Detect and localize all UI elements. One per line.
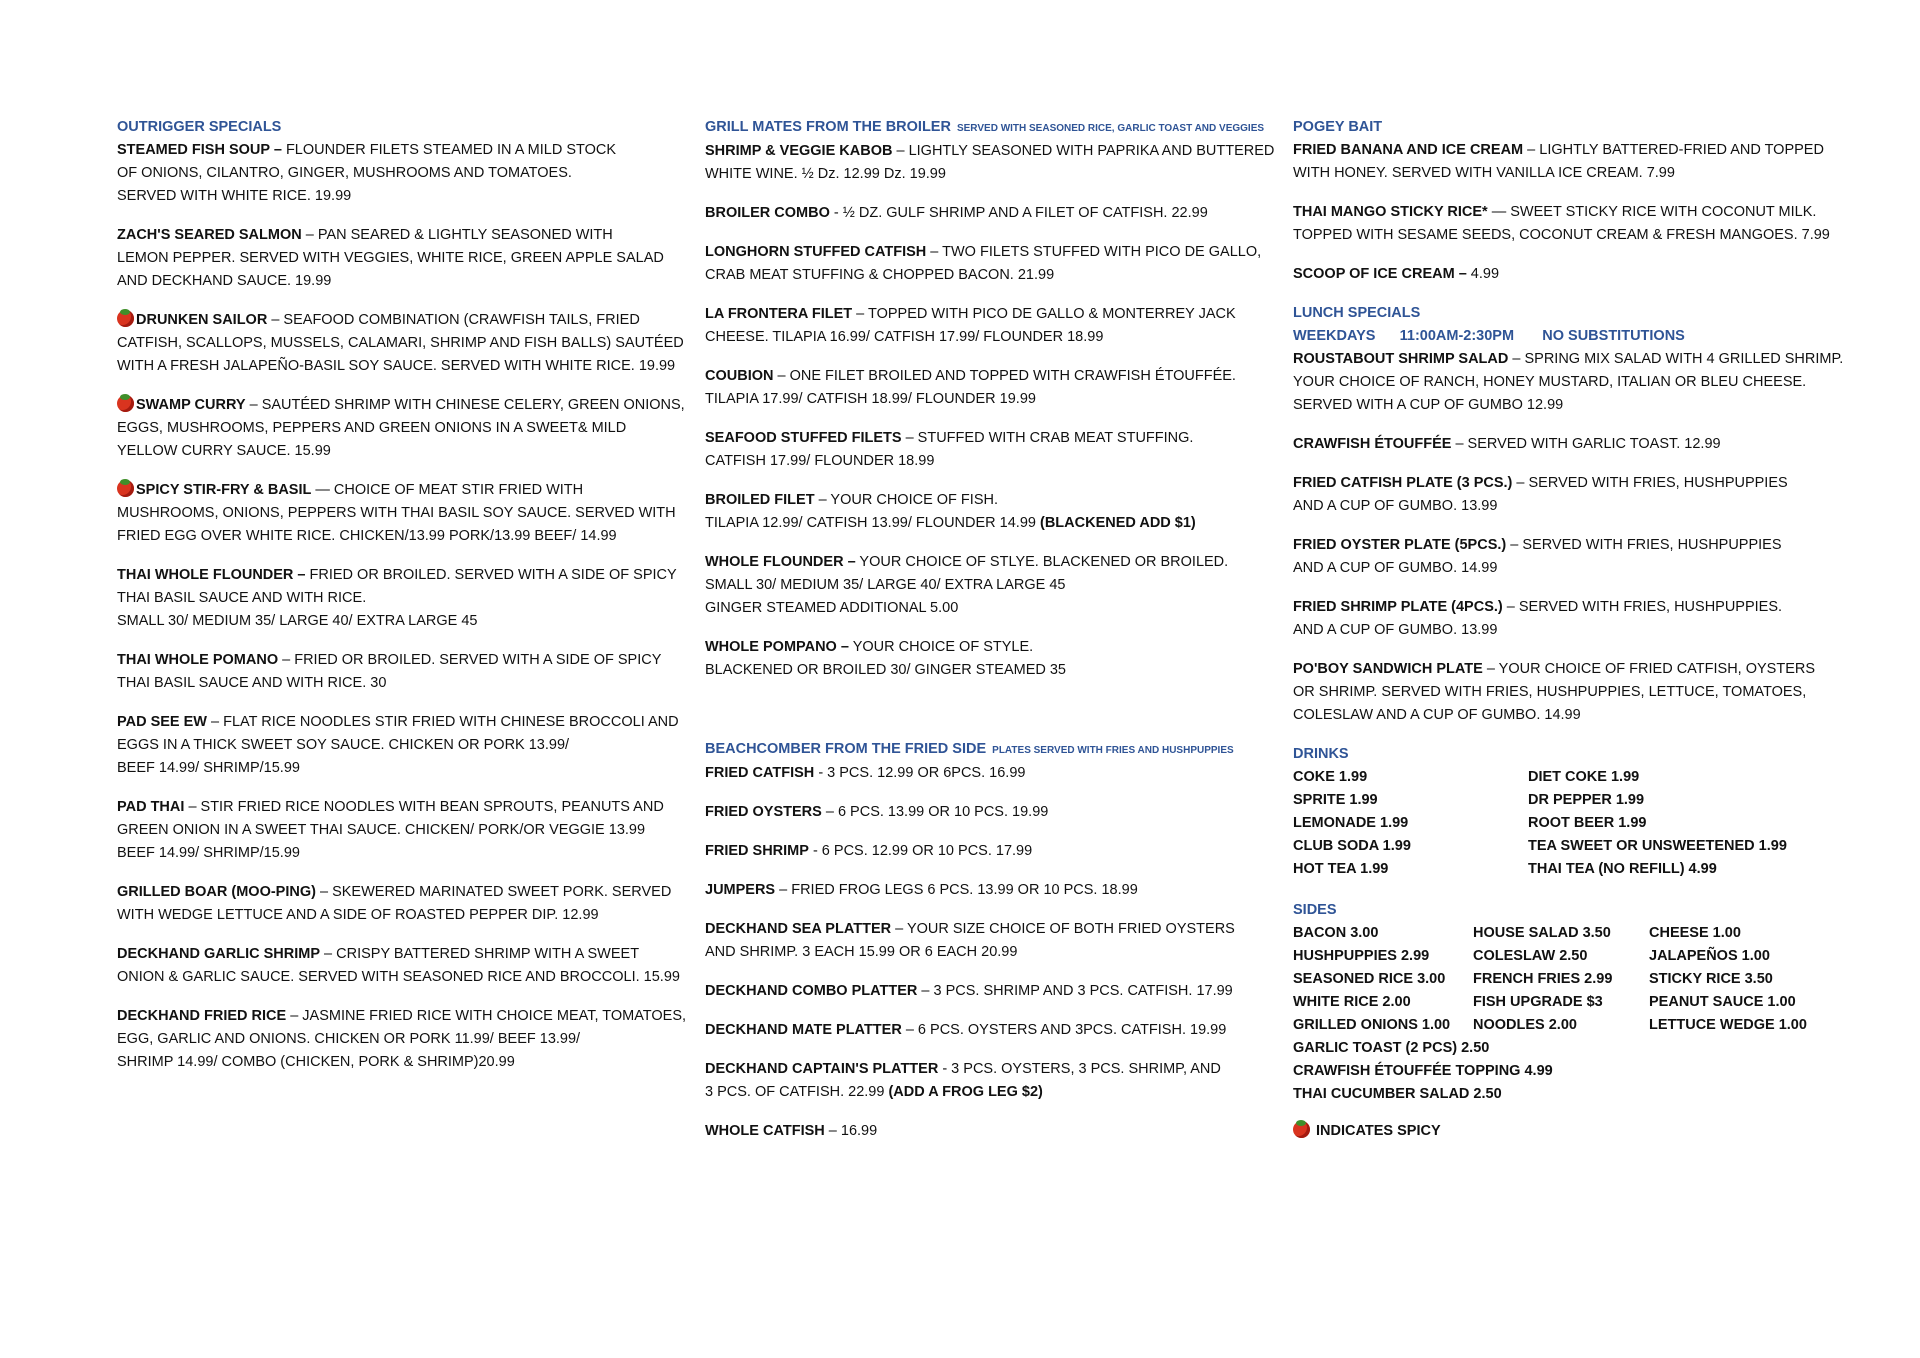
menu-item-line [705, 512, 1265, 535]
menu-item-text: BLACKENED OR BROILED 30/ GINGER STEAMED 35 [705, 662, 1066, 678]
menu-item-text: 3 PCS. OF CATFISH. 22.99 [705, 1084, 885, 1100]
chili-pepper-icon [1293, 1121, 1310, 1138]
menu-item-name: FRIED CATFISH [705, 765, 815, 781]
menu-item-name: ROUSTABOUT SHRIMP SALAD [1293, 351, 1509, 367]
grill-title: GRILL MATES FROM THE BROILER [705, 119, 951, 135]
menu-item-text: - 3 PCS. OYSTERS, 3 PCS. SHRIMP, AND [942, 1061, 1221, 1077]
menu-item [117, 309, 684, 378]
side-item: HUSHPUPPIES 2.99 [1293, 948, 1430, 964]
menu-item-line [117, 355, 677, 378]
menu-item-line [705, 303, 1265, 326]
menu-item [705, 1058, 1265, 1104]
drink-item: DIET COKE 1.99 [1528, 769, 1640, 785]
drink-item: ROOT BEER 1.99 [1528, 815, 1647, 831]
menu-item [705, 879, 1265, 902]
menu-item-line [705, 918, 1265, 941]
menu-item-line [117, 1051, 677, 1074]
side-item: CRAWFISH ÉTOUFFÉE TOPPING 4.99 [1293, 1063, 1553, 1079]
menu-item-text: EGG, GARLIC AND ONIONS. CHICKEN OR PORK 11.99/ BEEF 13.99/ [117, 1031, 581, 1047]
menu-item [117, 1005, 687, 1074]
menu-item-line [1293, 394, 1853, 417]
middle-column [705, 116, 1275, 1159]
drink-item: TEA SWEET OR UNSWEETENED 1.99 [1528, 838, 1787, 854]
menu-item-line [705, 388, 1265, 411]
menu-item-line [117, 943, 677, 966]
menu-item-text: — CHOICE OF MEAT STIR FRIED WITH [315, 482, 584, 498]
menu-item-name: BROILED FILET [705, 492, 815, 508]
menu-item-line [117, 564, 677, 587]
menu-item-line [1293, 596, 1853, 619]
menu-item-line [1293, 704, 1853, 727]
menu-item [705, 551, 1265, 620]
menu-item [117, 711, 677, 780]
sides-grid [1293, 922, 1853, 1037]
section-spacer [705, 698, 1265, 738]
menu-item [705, 489, 1265, 535]
menu-item-name: FRIED OYSTER PLATE (5PCS.) [1293, 537, 1507, 553]
side-item: LETTUCE WEDGE 1.00 [1649, 1017, 1807, 1033]
menu-item-text: SERVED WITH WHITE RICE. 19.99 [117, 188, 352, 204]
menu-item-text: OR SHRIMP. SERVED WITH FRIES, HUSHPUPPIES, LETTUCE, TOMATOES, [1293, 684, 1807, 700]
menu-item-line [117, 1005, 687, 1028]
menu-item-text: THAI BASIL SAUCE AND WITH RICE. [117, 590, 367, 606]
menu-item-line [705, 489, 1265, 512]
menu-item-name: FRIED BANANA AND ICE CREAM [1293, 142, 1524, 158]
menu-item-line [1293, 348, 1853, 371]
menu-item-line [117, 440, 677, 463]
menu-item-text: – FRIED OR BROILED. SERVED WITH A SIDE OF SPICY [282, 652, 662, 668]
beach-subtitle: PLATES SERVED WITH FRIES AND HUSHPUPPIES [992, 745, 1234, 756]
menu-item-text: COLESLAW AND A CUP OF GUMBO. 14.99 [1293, 707, 1581, 723]
menu-item-text: WITH A FRESH JALAPEÑO-BASIL SOY SAUCE. SERVED WITH WHITE RICE. 19.99 [117, 358, 676, 374]
menu-item-text: 4.99 [1470, 266, 1500, 282]
menu-item-line [117, 966, 680, 989]
menu-item-line [117, 417, 677, 440]
side-item: THAI CUCUMBER SALAD 2.50 [1293, 1086, 1502, 1102]
menu-item-text: – SKEWERED MARINATED SWEET PORK. SERVED [320, 884, 672, 900]
menu-item-text: CHEESE. TILAPIA 16.99/ CATFISH 17.99/ FLOUNDER 18.99 [705, 329, 1104, 345]
side-item: STICKY RICE 3.50 [1649, 971, 1773, 987]
menu-item-line [117, 904, 677, 927]
menu-item-line [117, 672, 677, 695]
menu-item-line [705, 597, 1265, 620]
menu-item-line [1293, 162, 1853, 185]
beach-title: BEACHCOMBER FROM THE FRIED SIDE [705, 741, 987, 757]
menu-item-line [705, 1081, 1265, 1104]
menu-item-line [117, 502, 677, 525]
menu-item-text: AND SHRIMP. 3 EACH 15.99 OR 6 EACH 20.99 [705, 944, 1018, 960]
menu-item-text: AND A CUP OF GUMBO. 13.99 [1293, 498, 1498, 514]
chili-pepper-icon [117, 480, 134, 497]
menu-item-line [117, 185, 677, 208]
beach-items [705, 762, 1265, 1143]
menu-item-line [1293, 472, 1853, 495]
menu-item-name: LA FRONTERA FILET [705, 306, 853, 322]
menu-item [1293, 348, 1853, 417]
menu-item-extra: (ADD A FROG LEG $2) [888, 1084, 1043, 1100]
sides-extra-list [1293, 1037, 1853, 1106]
legend-spacer [1293, 1106, 1853, 1120]
menu-item-line [705, 202, 1265, 225]
menu-item-name: SCOOP OF ICE CREAM – [1293, 266, 1467, 282]
menu-item-line [1293, 371, 1853, 394]
menu-item-line [705, 659, 1265, 682]
menu-item-text: – 16.99 [828, 1123, 878, 1139]
menu-item [1293, 201, 1853, 247]
menu-item [1293, 596, 1853, 642]
menu-item-line [705, 140, 1275, 163]
lunch-header: LUNCH SPECIALS [1293, 305, 1421, 321]
menu-item-name: CRAWFISH ÉTOUFFÉE [1293, 436, 1452, 452]
menu-item-line [705, 326, 1265, 349]
menu-item-name: PO'BOY SANDWICH PLATE [1293, 661, 1483, 677]
menu-item-line [117, 139, 677, 162]
menu-item-text: TOPPED WITH SESAME SEEDS, COCONUT CREAM & FRESH MANGOES. 7.99 [1293, 227, 1830, 243]
menu-item-line [117, 587, 677, 610]
side-item: FRENCH FRIES 2.99 [1473, 971, 1613, 987]
menu-item-line [705, 241, 1265, 264]
outrigger-header: OUTRIGGER SPECIALS [117, 119, 282, 135]
lunch-subheader: WEEKDAYS 11:00AM-2:30PM NO SUBSTITUTIONS [1293, 328, 1685, 344]
menu-item-text: SMALL 30/ MEDIUM 35/ LARGE 40/ EXTRA LARGE 45 [117, 613, 478, 629]
menu-item [1293, 263, 1853, 286]
menu-item [1293, 472, 1853, 518]
outrigger-column [117, 116, 687, 1090]
menu-item-text: – 6 PCS. OYSTERS AND 3PCS. CATFISH. 19.99 [905, 1022, 1227, 1038]
menu-item [117, 224, 677, 293]
menu-item-text: LEMON PEPPER. SERVED WITH VEGGIES, WHITE RICE, GREEN APPLE SALAD [117, 250, 664, 266]
drinks-header: DRINKS [1293, 746, 1349, 762]
menu-item [117, 649, 677, 695]
menu-item-name: BROILER COMBO [705, 205, 830, 221]
menu-item-name: LONGHORN STUFFED CATFISH [705, 244, 927, 260]
menu-item-text: – YOUR SIZE CHOICE OF BOTH FRIED OYSTERS [895, 921, 1235, 937]
menu-item-text: YOUR CHOICE OF RANCH, HONEY MUSTARD, ITALIAN OR BLEU CHEESE. [1293, 374, 1807, 390]
menu-item-line [1293, 139, 1853, 162]
menu-item [117, 564, 677, 633]
menu-item-text: – SAUTÉED SHRIMP WITH CHINESE CELERY, GREEN ONIONS, [249, 397, 685, 413]
menu-item-name: FRIED OYSTERS [705, 804, 822, 820]
menu-item-name: STEAMED FISH SOUP – [117, 142, 282, 158]
menu-item-name: FRIED SHRIMP [705, 843, 809, 859]
menu-item-line [117, 734, 677, 757]
menu-item-line [117, 270, 677, 293]
menu-item-text: – LIGHTLY SEASONED WITH PAPRIKA AND BUTTERED [896, 143, 1275, 159]
menu-item-line [705, 574, 1265, 597]
menu-item-text: TILAPIA 17.99/ CATFISH 18.99/ FLOUNDER 19.99 [705, 391, 1036, 407]
menu-item-line [1293, 201, 1853, 224]
menu-item-text: AND A CUP OF GUMBO. 14.99 [1293, 560, 1498, 576]
spicy-legend-label: INDICATES SPICY [1316, 1123, 1441, 1139]
menu-item-name: DECKHAND CAPTAIN'S PLATTER [705, 1061, 939, 1077]
menu-item-text: FRIED OR BROILED. SERVED WITH A SIDE OF SPICY [309, 567, 677, 583]
menu-item-name: THAI WHOLE FLOUNDER – [117, 567, 306, 583]
menu-item-name: ZACH'S SEARED SALMON [117, 227, 302, 243]
menu-item-name: DECKHAND GARLIC SHRIMP [117, 946, 320, 962]
side-item: BACON 3.00 [1293, 925, 1379, 941]
menu-item-name: GRILLED BOAR (MOO-PING) [117, 884, 316, 900]
menu-item-text: WITH WEDGE LETTUCE AND A SIDE OF ROASTED PEPPER DIP. 12.99 [117, 907, 599, 923]
menu-item-text: EGGS, MUSHROOMS, PEPPERS AND GREEN ONIONS IN A SWEET& MILD [117, 420, 627, 436]
menu-item-line [1293, 224, 1853, 247]
menu-item-text: TILAPIA 12.99/ CATFISH 13.99/ FLOUNDER 14.99 [705, 515, 1036, 531]
menu-item-line [117, 711, 677, 734]
menu-item-text: WITH HONEY. SERVED WITH VANILLA ICE CREAM. 7.99 [1293, 165, 1675, 181]
menu-item-text: – SERVED WITH FRIES, HUSHPUPPIES [1516, 475, 1788, 491]
menu-item-name: COUBION [705, 368, 774, 384]
menu-item [117, 139, 677, 208]
outrigger-items [117, 139, 687, 1074]
side-item: JALAPEÑOS 1.00 [1649, 948, 1770, 964]
menu-item [705, 140, 1275, 186]
menu-item-text: YOUR CHOICE OF STLYE. BLACKENED OR BROILED. [859, 554, 1229, 570]
side-item: HOUSE SALAD 3.50 [1473, 925, 1611, 941]
menu-item-text: – FLAT RICE NOODLES STIR FRIED WITH CHINESE BROCCOLI AND [211, 714, 679, 730]
menu-item-line [1293, 681, 1853, 704]
menu-item [705, 636, 1265, 682]
menu-item-line [117, 649, 677, 672]
menu-item-text: SHRIMP 14.99/ COMBO (CHICKEN, PORK & SHRIMP)20.99 [117, 1054, 515, 1070]
menu-item-text: – LIGHTLY BATTERED-FRIED AND TOPPED [1527, 142, 1824, 158]
right-column [1293, 116, 1853, 1143]
menu-item-text: CATFISH 17.99/ FLOUNDER 18.99 [705, 453, 935, 469]
menu-item-line [1293, 433, 1853, 456]
menu-item-line [1293, 263, 1853, 286]
drink-item: LEMONADE 1.99 [1293, 815, 1409, 831]
menu-item-line [705, 840, 1265, 863]
menu-item [117, 394, 685, 463]
menu-item [1293, 139, 1853, 185]
menu-item-text: SMALL 30/ MEDIUM 35/ LARGE 40/ EXTRA LARGE 45 [705, 577, 1066, 593]
menu-item-text: SERVED WITH A CUP OF GUMBO 12.99 [1293, 397, 1564, 413]
menu-item-text: THAI BASIL SAUCE AND WITH RICE. 30 [117, 675, 387, 691]
menu-item-line [705, 427, 1265, 450]
menu-item-name: DRUNKEN SAILOR [136, 312, 268, 328]
menu-item-line [117, 1028, 677, 1051]
drink-item: CLUB SODA 1.99 [1293, 838, 1411, 854]
menu-item-line [117, 394, 685, 417]
menu-item-text: – TWO FILETS STUFFED WITH PICO DE GALLO, [930, 244, 1262, 260]
menu-item-text: – 6 PCS. 13.99 OR 10 PCS. 19.99 [825, 804, 1049, 820]
menu-item-text: BEEF 14.99/ SHRIMP/15.99 [117, 845, 300, 861]
menu-item-text: - ½ DZ. GULF SHRIMP AND A FILET OF CATFISH. 22.99 [833, 205, 1208, 221]
menu-item-text: – 3 PCS. SHRIMP AND 3 PCS. CATFISH. 17.99 [921, 983, 1233, 999]
menu-item-line [705, 980, 1265, 1003]
menu-item [1293, 534, 1853, 580]
menu-item-text: YOUR CHOICE OF STYLE. [852, 639, 1034, 655]
menu-item-name: DECKHAND SEA PLATTER [705, 921, 892, 937]
menu-item [1293, 658, 1853, 727]
menu-item-line [705, 762, 1265, 785]
menu-item-line [1293, 557, 1853, 580]
drink-item: DR PEPPER 1.99 [1528, 792, 1645, 808]
menu-item [705, 918, 1265, 964]
menu-item-line [117, 247, 677, 270]
menu-item [1293, 433, 1853, 456]
sides-header: SIDES [1293, 902, 1337, 918]
menu-item-text: – YOUR CHOICE OF FISH. [818, 492, 998, 508]
menu-item [705, 1120, 1265, 1143]
side-item: CHEESE 1.00 [1649, 925, 1741, 941]
chili-pepper-icon [117, 310, 134, 327]
menu-item [705, 365, 1265, 411]
menu-item-name: PAD THAI [117, 799, 185, 815]
menu-item-text: BEEF 14.99/ SHRIMP/15.99 [117, 760, 300, 776]
menu-item-text: YELLOW CURRY SAUCE. 15.99 [117, 443, 331, 459]
menu-item-text: — SWEET STICKY RICE WITH COCONUT MILK. [1491, 204, 1817, 220]
menu-item [117, 796, 677, 865]
menu-item-line [705, 365, 1265, 388]
drink-item: HOT TEA 1.99 [1293, 861, 1389, 877]
menu-item-line [705, 1019, 1265, 1042]
menu-item-name: SPICY STIR-FRY & BASIL [136, 482, 312, 498]
menu-item-text: CRAB MEAT STUFFING & CHOPPED BACON. 21.99 [705, 267, 1055, 283]
drink-item: COKE 1.99 [1293, 769, 1368, 785]
menu-item-text: – SEAFOOD COMBINATION (CRAWFISH TAILS, FRIED [271, 312, 640, 328]
beach-header [705, 738, 1265, 762]
menu-item-line [705, 551, 1265, 574]
menu-item [117, 479, 677, 548]
side-item: COLESLAW 2.50 [1473, 948, 1588, 964]
menu-item-text: – STUFFED WITH CRAB MEAT STUFFING. [905, 430, 1194, 446]
menu-item-text: AND A CUP OF GUMBO. 13.99 [1293, 622, 1498, 638]
pogey-items [1293, 139, 1853, 286]
grill-subtitle: SERVED WITH SEASONED RICE, GARLIC TOAST AND VEGGIES [956, 123, 1265, 134]
menu-item-name: FRIED CATFISH PLATE (3 PCS.) [1293, 475, 1513, 491]
menu-item-line [1293, 495, 1853, 518]
menu-item-text: CATFISH, SCALLOPS, MUSSELS, CALAMARI, SHRIMP AND FISH BALLS) SAUTÉED [117, 335, 684, 351]
menu-item-text: GREEN ONION IN A SWEET THAI SAUCE. CHICKEN/ PORK/OR VEGGIE 13.99 [117, 822, 646, 838]
menu-item-name: JUMPERS [705, 882, 776, 898]
menu-item-line [705, 801, 1265, 824]
menu-item-line [117, 796, 677, 819]
grill-items [705, 140, 1275, 682]
menu-item-line [705, 264, 1265, 287]
menu-item [705, 427, 1265, 473]
menu-item [705, 980, 1265, 1003]
menu-item-line [705, 450, 1265, 473]
menu-item [705, 801, 1265, 824]
menu-item-line [1293, 658, 1853, 681]
side-item: WHITE RICE 2.00 [1293, 994, 1411, 1010]
menu-item [117, 881, 677, 927]
side-item: PEANUT SAUCE 1.00 [1649, 994, 1796, 1010]
menu-item-line [1293, 534, 1853, 557]
menu-item [705, 762, 1265, 785]
menu-item-text: – TOPPED WITH PICO DE GALLO & MONTERREY JACK [856, 306, 1236, 322]
menu-item-line [117, 842, 677, 865]
menu-item-name: DECKHAND MATE PLATTER [705, 1022, 902, 1038]
menu-item-name: WHOLE FLOUNDER – [705, 554, 856, 570]
menu-item-name: DECKHAND COMBO PLATTER [705, 983, 918, 999]
menu-item-line [705, 1120, 1265, 1143]
pogey-header: POGEY BAIT [1293, 119, 1383, 135]
menu-item [705, 303, 1265, 349]
lunch-items [1293, 348, 1853, 727]
grill-header [705, 116, 1265, 140]
menu-item-text: – YOUR CHOICE OF FRIED CATFISH, OYSTERS [1486, 661, 1816, 677]
menu-item-text: – SERVED WITH GARLIC TOAST. 12.99 [1455, 436, 1721, 452]
menu-item-text: – PAN SEARED & LIGHTLY SEASONED WITH [305, 227, 613, 243]
menu-item-line [1293, 619, 1853, 642]
menu-item-line [117, 479, 677, 502]
menu-item-line [705, 163, 1265, 186]
menu-item-text: FLOUNDER FILETS STEAMED IN A MILD STOCK [285, 142, 617, 158]
menu-item-text: – SERVED WITH FRIES, HUSHPUPPIES. [1506, 599, 1783, 615]
menu-item-line [117, 162, 677, 185]
menu-item-text: – CRISPY BATTERED SHRIMP WITH A SWEET [324, 946, 640, 962]
drinks-grid [1293, 766, 1853, 881]
menu-item-line [117, 819, 677, 842]
menu-item-text: MUSHROOMS, ONIONS, PEPPERS WITH THAI BASIL SOY SAUCE. SERVED WITH [117, 505, 676, 521]
menu-item-name: PAD SEE EW [117, 714, 207, 730]
menu-item-name: FRIED SHRIMP PLATE (4PCS.) [1293, 599, 1503, 615]
menu-item-line [117, 309, 677, 332]
menu-item-text: FRIED EGG OVER WHITE RICE. CHICKEN/13.99 PORK/13.99 BEEF/ 14.99 [117, 528, 617, 544]
menu-item-name: WHOLE POMPANO – [705, 639, 849, 655]
menu-item-text: – SPRING MIX SALAD WITH 4 GRILLED SHRIMP. [1512, 351, 1844, 367]
menu-item [705, 202, 1265, 225]
menu-item-text: - 3 PCS. 12.99 OR 6PCS. 16.99 [818, 765, 1026, 781]
menu-item-name: THAI MANGO STICKY RICE* [1293, 204, 1488, 220]
side-item: GRILLED ONIONS 1.00 [1293, 1017, 1451, 1033]
menu-item-text: – FRIED FROG LEGS 6 PCS. 13.99 OR 10 PCS. 18.99 [779, 882, 1138, 898]
menu-item [705, 1019, 1265, 1042]
menu-item [705, 840, 1265, 863]
menu-item-name: DECKHAND FRIED RICE [117, 1008, 287, 1024]
menu-item-line [705, 879, 1265, 902]
menu-item [117, 943, 680, 989]
side-item: GARLIC TOAST (2 PCS) 2.50 [1293, 1040, 1490, 1056]
menu-item-text: – JASMINE FRIED RICE WITH CHOICE MEAT, TOMATOES, [290, 1008, 687, 1024]
menu-item-line [117, 757, 677, 780]
side-item: FISH UPGRADE $3 [1473, 994, 1603, 1010]
menu-item-text: OF ONIONS, CILANTRO, GINGER, MUSHROOMS AND TOMATOES. [117, 165, 572, 181]
chili-pepper-icon [117, 395, 134, 412]
menu-item-text: – STIR FRIED RICE NOODLES WITH BEAN SPROUTS, PEANUTS AND [188, 799, 664, 815]
menu-item-line [117, 224, 677, 247]
menu-item-text: GINGER STEAMED ADDITIONAL 5.00 [705, 600, 959, 616]
menu-item-line [117, 525, 677, 548]
menu-item-name: SEAFOOD STUFFED FILETS [705, 430, 902, 446]
menu-item-text: WHITE WINE. ½ Dz. 12.99 Dz. 19.99 [705, 166, 946, 182]
menu-item [705, 241, 1265, 287]
menu-item-line [705, 1058, 1265, 1081]
menu-item-line [117, 610, 677, 633]
side-item: SEASONED RICE 3.00 [1293, 971, 1446, 987]
menu-item-text: – SERVED WITH FRIES, HUSHPUPPIES [1510, 537, 1782, 553]
menu-item-text: - 6 PCS. 12.99 OR 10 PCS. 17.99 [812, 843, 1033, 859]
spicy-legend [1293, 1120, 1853, 1143]
menu-item-text: EGGS IN A THICK SWEET SOY SAUCE. CHICKEN OR PORK 13.99/ [117, 737, 570, 753]
menu-item-extra: (BLACKENED ADD $1) [1040, 515, 1196, 531]
menu-item-line [117, 332, 684, 355]
menu-item-line [117, 881, 677, 904]
menu-item-text: ONION & GARLIC SAUCE. SERVED WITH SEASONED RICE AND BROCCOLI. 15.99 [117, 969, 680, 985]
menu-item-line [705, 941, 1265, 964]
menu-item-name: THAI WHOLE POMANO [117, 652, 279, 668]
menu-item-name: SHRIMP & VEGGIE KABOB [705, 143, 893, 159]
menu-item-name: WHOLE CATFISH [705, 1123, 825, 1139]
menu-item-line [705, 636, 1265, 659]
menu-item-text: – ONE FILET BROILED AND TOPPED WITH CRAWFISH ÉTOUFFÉE. [777, 368, 1236, 384]
side-item: NOODLES 2.00 [1473, 1017, 1577, 1033]
drink-item: THAI TEA (NO REFILL) 4.99 [1528, 861, 1717, 877]
menu-item-text: AND DECKHAND SAUCE. 19.99 [117, 273, 332, 289]
menu-item-name: SWAMP CURRY [136, 397, 246, 413]
drink-item: SPRITE 1.99 [1293, 792, 1378, 808]
